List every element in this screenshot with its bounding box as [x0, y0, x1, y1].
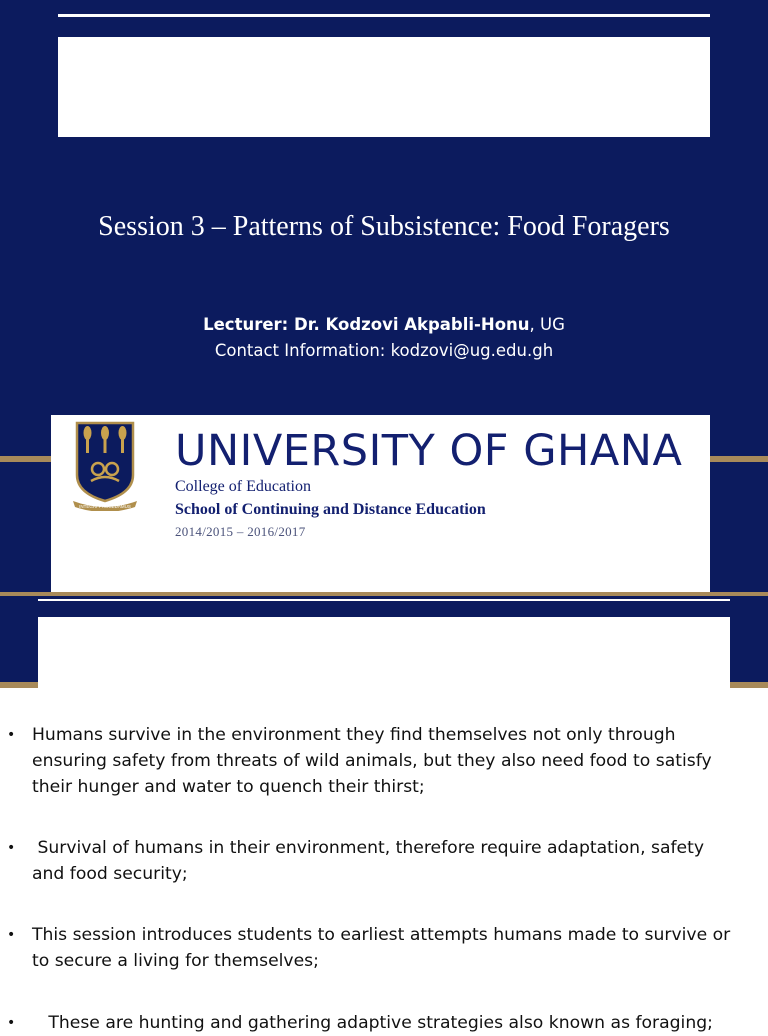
bullet-dot-icon: •: [7, 1015, 16, 1031]
bullet-dot-icon: •: [7, 840, 16, 856]
gold-accent-left-2: [0, 682, 38, 688]
contact-line: Contact Information: kodzovi@ug.edu.gh: [214, 341, 554, 360]
gold-accent-right-2: [730, 682, 768, 688]
bullet-text: Survival of humans in their environment, therefore require adaptation, safety and food security;: [32, 838, 710, 884]
bullet-item: [7, 835, 738, 887]
content-title-box: [38, 617, 730, 688]
bullet-item: [7, 722, 738, 800]
lecturer-name: Lecturer: Dr. Kodzovi Akpabli-Honu: [203, 315, 530, 334]
bullet-text: These are hunting and gathering adaptive strategies also known as foraging;: [32, 1013, 713, 1033]
content-slide-header: [0, 596, 768, 688]
gold-accent-right: [710, 456, 768, 462]
bullet-text: This session introduces students to earliest attempts humans made to survive or to secure a living for themselves;: [32, 925, 731, 971]
bullet-text: Humans survive in the environment they find themselves not only through ensuring safety from threats of wild animals, but they also need food to satisfy their hunger and water to quench their thirst;: [32, 725, 712, 797]
university-logo-panel: [51, 415, 710, 596]
university-crest-icon: [69, 419, 141, 511]
crest-motto: INTEGRI PROCEDAMUS: [79, 504, 131, 509]
bullet-dot-icon: •: [7, 927, 16, 943]
top-rule: [58, 14, 710, 17]
header-top-rule: [38, 599, 730, 601]
title-placeholder-box: [58, 37, 710, 137]
bullet-item: [7, 922, 738, 974]
bullet-dot-icon: •: [7, 727, 16, 743]
academic-years: 2014/2015 – 2016/2017: [175, 524, 306, 539]
lecturer-affiliation: , UG: [529, 315, 565, 334]
bullet-item: [7, 1010, 738, 1036]
university-name: UNIVERSITY OF GHANA: [175, 426, 683, 476]
lecturer-block: [0, 312, 768, 364]
lecturer-line: [0, 312, 768, 338]
session-title: Session 3 – Patterns of Subsistence: Food Foragers: [98, 211, 670, 242]
school-name: School of Continuing and Distance Education: [175, 501, 486, 518]
gold-accent-left: [0, 456, 52, 462]
college-name: College of Education: [175, 478, 311, 495]
